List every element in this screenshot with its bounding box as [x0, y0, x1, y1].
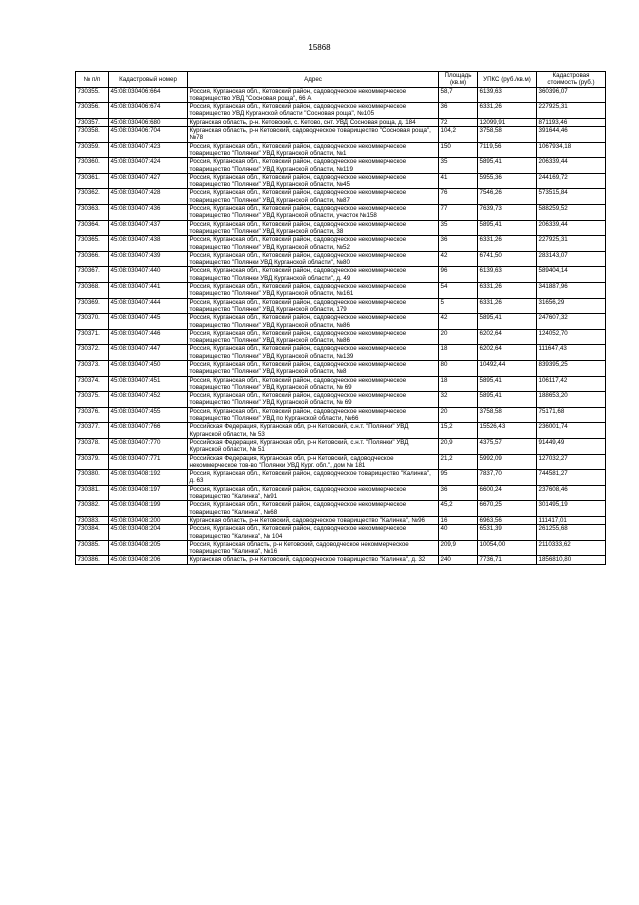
cell-cadastral-cost: 206339,44 — [537, 220, 606, 236]
cell-area: 32 — [439, 392, 478, 408]
cell-address: Россия, Курганская обл., Кетовский район, садоводческое некоммерческое товарищество "Полянки" УВД по Курганской области, №66 — [188, 407, 439, 423]
cell-area: 240 — [439, 556, 478, 564]
cell-cadastral-cost: 1067934,18 — [537, 142, 606, 158]
table-row — [76, 540, 606, 556]
header-address: Адрес — [188, 72, 439, 88]
cell-cadastral-cost: 588259,52 — [537, 205, 606, 221]
header-upks: УПКС (руб./кв.м) — [478, 72, 537, 88]
cell-address: Россия, Курганская обл., Кетовский район, садоводческое некоммерческое товарищество "Полянки" УВД Курганской области, №86 — [188, 329, 439, 345]
cell-area: 42 — [439, 314, 478, 330]
cell-upks: 5895,41 — [478, 220, 537, 236]
cell-cadastral-number: 45:08:030406:664 — [109, 87, 188, 103]
cell-cadastral-number: 45:08:030407:455 — [109, 407, 188, 423]
cell-area: 104,2 — [439, 127, 478, 143]
cell-cadastral-number: 45:08:030407:438 — [109, 236, 188, 252]
cell-cadastral-number: 45:08:030408:192 — [109, 470, 188, 486]
cell-cadastral-number: 45:08:030407:771 — [109, 454, 188, 470]
cell-cadastral-cost: 2110333,62 — [537, 540, 606, 556]
table-row — [76, 127, 606, 143]
table-row — [76, 392, 606, 408]
cell-row-number: 730376. — [76, 407, 109, 423]
cell-upks: 15526,43 — [478, 423, 537, 439]
cell-upks: 5992,09 — [478, 454, 537, 470]
header-number: № п/п — [76, 72, 109, 88]
cell-address: Российская Федерация, Курганская обл, р-н Кетовский, садоводческое некоммерческое тов-во "Полянки УВД Кург. обл.", дом № 181 — [188, 454, 439, 470]
cell-upks: 6331,26 — [478, 103, 537, 119]
cell-cadastral-cost: 1856810,80 — [537, 556, 606, 564]
table-row — [76, 103, 606, 119]
cell-cadastral-number: 45:08:030406:680 — [109, 118, 188, 126]
cell-upks: 7639,73 — [478, 205, 537, 221]
cell-upks: 7736,71 — [478, 556, 537, 564]
cell-cadastral-number: 45:08:030407:441 — [109, 283, 188, 299]
cell-area: 35 — [439, 220, 478, 236]
cell-address: Россия, Курганская обл., Кетовский район, садоводческое некоммерческое товарищество "Полянки" УВД Курганской области, № 69 — [188, 376, 439, 392]
cell-upks: 6741,50 — [478, 251, 537, 267]
cell-cadastral-number: 45:08:030407:445 — [109, 314, 188, 330]
cell-cadastral-cost: 227925,31 — [537, 236, 606, 252]
cell-address: Курганская область, р-н Кетовский, садоводческое товарищество "Сосновая роща", №78 — [188, 127, 439, 143]
table-body — [76, 87, 606, 564]
page-number: 15868 — [308, 43, 331, 52]
cell-address: Россия, Курганская обл., Кетовский район, садоводческое некоммерческое товарищество "Полянки УВД Курганской области", д. 49 — [188, 267, 439, 283]
table-row — [76, 158, 606, 174]
cell-upks: 5895,41 — [478, 376, 537, 392]
cell-cadastral-cost: 124052,70 — [537, 329, 606, 345]
table-row — [76, 501, 606, 517]
cell-cadastral-number: 45:08:030408:204 — [109, 525, 188, 541]
cell-area: 18 — [439, 345, 478, 361]
table-header-row — [76, 72, 606, 88]
cell-row-number: 730370. — [76, 314, 109, 330]
cell-row-number: 730369. — [76, 298, 109, 314]
cell-area: 45,2 — [439, 501, 478, 517]
cell-cadastral-number: 45:08:030407:452 — [109, 392, 188, 408]
cell-cadastral-cost: 91449,49 — [537, 438, 606, 454]
cell-address: Курганская область, р-н Кетовский, садоводческое товарищество "Калинка", д. 32 — [188, 556, 439, 564]
cell-area: 18 — [439, 376, 478, 392]
table-row — [76, 525, 606, 541]
cell-row-number: 730368. — [76, 283, 109, 299]
table-row — [76, 423, 606, 439]
cell-upks: 6202,64 — [478, 329, 537, 345]
cell-row-number: 730366. — [76, 251, 109, 267]
cell-cadastral-number: 45:08:030406:704 — [109, 127, 188, 143]
cell-upks: 5955,36 — [478, 173, 537, 189]
table-row — [76, 205, 606, 221]
table-row — [76, 87, 606, 103]
header-area: Площадь (кв.м) — [439, 72, 478, 88]
cell-area: 20,9 — [439, 438, 478, 454]
cell-upks: 5895,41 — [478, 158, 537, 174]
cell-upks: 5895,41 — [478, 314, 537, 330]
cell-address: Россия, Курганская обл., Кетовский район, садоводческое некоммерческое товарищество "Полянки" УВД Курганской области, №52 — [188, 236, 439, 252]
table-row — [76, 298, 606, 314]
cell-cadastral-number: 45:08:030408:200 — [109, 516, 188, 524]
cell-address: Россия, Курганская обл., Кетовский район, садоводческое некоммерческое товарищество "Полянки" УВД Курганской области, участок №158 — [188, 205, 439, 221]
cell-address: Курганская область, р-н. Кетовский, с. Кетово, снт. УВД Сосновая роща, д. 184 — [188, 118, 439, 126]
cell-address: Россия, Курганская обл., Кетовский район, садоводческое некоммерческое товарищество "Полянки" УВД Курганской области, №1 — [188, 142, 439, 158]
cell-upks: 6331,26 — [478, 236, 537, 252]
cell-area: 15,2 — [439, 423, 478, 439]
cell-upks: 5895,41 — [478, 392, 537, 408]
cell-upks: 6331,26 — [478, 298, 537, 314]
cell-upks: 6531,39 — [478, 525, 537, 541]
cell-cadastral-cost: 31656,29 — [537, 298, 606, 314]
cell-address: Россия, Курганская обл., Кетовский район, садоводческое некоммерческое товарищество "Калинка", №68 — [188, 501, 439, 517]
cell-cadastral-cost: 188653,20 — [537, 392, 606, 408]
cell-cadastral-number: 45:08:030407:423 — [109, 142, 188, 158]
cell-cadastral-number: 45:08:030407:428 — [109, 189, 188, 205]
cell-row-number: 730384. — [76, 525, 109, 541]
cell-row-number: 730367. — [76, 267, 109, 283]
cell-upks: 7546,26 — [478, 189, 537, 205]
cell-address: Россия, Курганская обл., Кетовский район, садоводческое некоммерческое товарищество "Полянки" УВД Курганской области, №87 — [188, 189, 439, 205]
cell-area: 42 — [439, 251, 478, 267]
cell-address: Россия, Курганская обл., Кетовский район, садоводческое некоммерческое товарищество "Полянки" УВД Курганской области, 179 — [188, 298, 439, 314]
cell-upks: 6600,24 — [478, 485, 537, 501]
cell-row-number: 730365. — [76, 236, 109, 252]
cell-cadastral-cost: 237608,46 — [537, 485, 606, 501]
cell-area: 77 — [439, 205, 478, 221]
cell-address: Россия, Курганская обл., Кетовский район, садоводческое товарищество "Калинка", д. 63 — [188, 470, 439, 486]
cell-address: Российская Федерация, Курганская обл, р-н Кетовский, с.н.т. "Полянки" УВД Курганской области, № 51 — [188, 438, 439, 454]
cell-upks: 6670,25 — [478, 501, 537, 517]
cell-cadastral-number: 45:08:030407:451 — [109, 376, 188, 392]
cell-address: Россия, Курганская обл., Кетовский район, садоводческое некоммерческое товарищество "Полянки" УВД Курганской области, №8 — [188, 360, 439, 376]
cell-area: 36 — [439, 103, 478, 119]
cell-row-number: 730377. — [76, 423, 109, 439]
cell-cadastral-cost: 247607,32 — [537, 314, 606, 330]
cell-cadastral-number: 45:08:030407:436 — [109, 205, 188, 221]
cell-row-number: 730381. — [76, 485, 109, 501]
cell-area: 72 — [439, 118, 478, 126]
cell-cadastral-cost: 127032,27 — [537, 454, 606, 470]
cell-row-number: 730359. — [76, 142, 109, 158]
cell-area: 58,7 — [439, 87, 478, 103]
cell-cadastral-number: 45:08:030407:450 — [109, 360, 188, 376]
cell-upks: 7119,56 — [478, 142, 537, 158]
cell-area: 80 — [439, 360, 478, 376]
cell-row-number: 730378. — [76, 438, 109, 454]
table-row — [76, 454, 606, 470]
table-row — [76, 251, 606, 267]
cell-upks: 3758,58 — [478, 407, 537, 423]
cell-address: Россия, Курганская обл., Кетовский район, садоводческое некоммерческое товарищество "Полянки" УВД Курганской области, №45 — [188, 173, 439, 189]
cell-area: 20 — [439, 407, 478, 423]
table-row — [76, 516, 606, 524]
cell-area: 36 — [439, 236, 478, 252]
table-row — [76, 220, 606, 236]
cell-cadastral-cost: 744581,27 — [537, 470, 606, 486]
cell-row-number: 730380. — [76, 470, 109, 486]
cell-upks: 10492,44 — [478, 360, 537, 376]
cell-cadastral-number: 45:08:030407:446 — [109, 329, 188, 345]
cell-cadastral-number: 45:08:030407:770 — [109, 438, 188, 454]
table-row — [76, 142, 606, 158]
cell-area: 41 — [439, 173, 478, 189]
cell-row-number: 730371. — [76, 329, 109, 345]
cell-row-number: 730356. — [76, 103, 109, 119]
cell-cadastral-number: 45:08:030406:674 — [109, 103, 188, 119]
table-row — [76, 376, 606, 392]
cell-cadastral-cost: 206339,44 — [537, 158, 606, 174]
cell-cadastral-cost: 839395,25 — [537, 360, 606, 376]
cell-area: 36 — [439, 485, 478, 501]
cell-cadastral-cost: 75171,68 — [537, 407, 606, 423]
cell-cadastral-number: 45:08:030407:766 — [109, 423, 188, 439]
cell-cadastral-cost: 244169,72 — [537, 173, 606, 189]
cell-area: 20 — [439, 329, 478, 345]
cell-upks: 6139,63 — [478, 267, 537, 283]
cell-cadastral-number: 45:08:030408:206 — [109, 556, 188, 564]
table-row — [76, 314, 606, 330]
cell-address: Россия, Курганская обл., Кетовский район, садоводческое некоммерческое товарищество "Калинка", № 104 — [188, 525, 439, 541]
cell-address: Россия, Курганская обл., Кетовский район, садоводческое некоммерческое товарищество "Полянки" УВД Курганской области, №86 — [188, 314, 439, 330]
cell-cadastral-cost: 261255,68 — [537, 525, 606, 541]
table-row — [76, 118, 606, 126]
cell-row-number: 730379. — [76, 454, 109, 470]
cell-upks: 3758,58 — [478, 127, 537, 143]
cell-area: 35 — [439, 158, 478, 174]
cell-area: 54 — [439, 283, 478, 299]
cell-address: Россия, Курганская обл., Кетовский район, садоводческое некоммерческое товарищество "Калинка", №91 — [188, 485, 439, 501]
cell-cadastral-cost: 341887,96 — [537, 283, 606, 299]
cell-upks: 4375,57 — [478, 438, 537, 454]
table-row — [76, 267, 606, 283]
cell-address: Россия, Курганская обл., Кетовский район, садоводческое некоммерческое товарищество УВД Курганской области "Сосновая роща", №105 — [188, 103, 439, 119]
cell-cadastral-number: 45:08:030408:199 — [109, 501, 188, 517]
table-row — [76, 438, 606, 454]
cell-cadastral-cost: 227925,31 — [537, 103, 606, 119]
cell-upks: 6202,64 — [478, 345, 537, 361]
cell-address: Россия, Курганская область, р-н Кетовский, садоводческое некоммерческое товарищество "Калинка", №16 — [188, 540, 439, 556]
cell-cadastral-cost: 589404,14 — [537, 267, 606, 283]
cell-address: Россия, Курганская обл., Кетовский район, садоводческое некоммерческое товарищество "Полянки" УВД Курганской области, №161 — [188, 283, 439, 299]
cell-area: 5 — [439, 298, 478, 314]
table-row — [76, 485, 606, 501]
cell-cadastral-cost: 111417,01 — [537, 516, 606, 524]
cell-area: 150 — [439, 142, 478, 158]
cell-cadastral-number: 45:08:030408:205 — [109, 540, 188, 556]
cell-row-number: 730355. — [76, 87, 109, 103]
cell-cadastral-cost: 391644,46 — [537, 127, 606, 143]
cell-area: 95 — [439, 470, 478, 486]
table-row — [76, 236, 606, 252]
cell-upks: 6963,56 — [478, 516, 537, 524]
cell-cadastral-cost: 301495,19 — [537, 501, 606, 517]
cell-row-number: 730375. — [76, 392, 109, 408]
table-row — [76, 173, 606, 189]
cell-cadastral-number: 45:08:030407:424 — [109, 158, 188, 174]
table-row — [76, 329, 606, 345]
cell-upks: 12099,91 — [478, 118, 537, 126]
table-row — [76, 556, 606, 564]
header-cadastral-number: Кадастровый номер — [109, 72, 188, 88]
table-row — [76, 189, 606, 205]
cell-area: 40 — [439, 525, 478, 541]
cell-area: 96 — [439, 267, 478, 283]
cell-row-number: 730363. — [76, 205, 109, 221]
cell-row-number: 730374. — [76, 376, 109, 392]
cell-row-number: 730385. — [76, 540, 109, 556]
cell-row-number: 730361. — [76, 173, 109, 189]
cell-address: Россия, Курганская обл., Кетовский район, садоводческое некоммерческое товарищество "Полянки" УВД Курганской области, №139 — [188, 345, 439, 361]
cell-cadastral-number: 45:08:030407:437 — [109, 220, 188, 236]
cell-area: 76 — [439, 189, 478, 205]
cell-cadastral-number: 45:08:030407:444 — [109, 298, 188, 314]
cell-cadastral-number: 45:08:030407:440 — [109, 267, 188, 283]
cell-row-number: 730383. — [76, 516, 109, 524]
cell-address: Россия, Курганская обл., Кетовский район, садоводческое некоммерческое товарищество "Полянки" УВД Курганской области, №119 — [188, 158, 439, 174]
cell-address: Россия, Курганская обл., Кетовский район, садоводческое некоммерческое товарищество УВД "Сосновая роща", 66 А — [188, 87, 439, 103]
cell-cadastral-cost: 573515,84 — [537, 189, 606, 205]
cell-cadastral-number: 45:08:030407:447 — [109, 345, 188, 361]
cell-address: Россия, Курганская обл., Кетовский район, садоводческое некоммерческое товарищество "Полянки УВД Курганской области", №80 — [188, 251, 439, 267]
cell-upks: 7837,70 — [478, 470, 537, 486]
cell-address: Курганская область, р-н Кетовский, садоводческое товарищество "Калинка", №96 — [188, 516, 439, 524]
cell-area: 209,9 — [439, 540, 478, 556]
cell-address: Россия, Курганская обл., Кетовский район, садоводческое некоммерческое товарищество "Полянки" УВД Курганской области, № 69 — [188, 392, 439, 408]
cell-cadastral-cost: 111647,43 — [537, 345, 606, 361]
cell-upks: 6139,63 — [478, 87, 537, 103]
cell-row-number: 730364. — [76, 220, 109, 236]
cell-row-number: 730360. — [76, 158, 109, 174]
cell-row-number: 730373. — [76, 360, 109, 376]
cell-cadastral-cost: 283143,07 — [537, 251, 606, 267]
cell-row-number: 730362. — [76, 189, 109, 205]
cell-cadastral-cost: 106117,42 — [537, 376, 606, 392]
cadastral-value-table — [75, 71, 606, 565]
header-cadastral-cost: Кадастровая стоимость (руб.) — [537, 72, 606, 88]
table-row — [76, 470, 606, 486]
cell-area: 21,2 — [439, 454, 478, 470]
cell-area: 16 — [439, 516, 478, 524]
cell-row-number: 730357. — [76, 118, 109, 126]
cell-row-number: 730372. — [76, 345, 109, 361]
table-row — [76, 283, 606, 299]
cell-cadastral-number: 45:08:030408:197 — [109, 485, 188, 501]
cell-upks: 10054,00 — [478, 540, 537, 556]
cell-address: Россия, Курганская обл., Кетовский район, садоводческое некоммерческое товарищество "Полянки" УВД Курганской области, 38 — [188, 220, 439, 236]
cell-row-number: 730358. — [76, 127, 109, 143]
table-row — [76, 360, 606, 376]
table-row — [76, 345, 606, 361]
cell-upks: 6331,26 — [478, 283, 537, 299]
cell-cadastral-cost: 236001,74 — [537, 423, 606, 439]
cell-address: Российская Федерация, Курганская обл, р-н Кетовский, с.н.т. "Полянки" УВД Курганской области, № 53 — [188, 423, 439, 439]
cell-cadastral-cost: 360396,07 — [537, 87, 606, 103]
cell-cadastral-number: 45:08:030407:427 — [109, 173, 188, 189]
table-row — [76, 407, 606, 423]
cell-row-number: 730386. — [76, 556, 109, 564]
cell-row-number: 730382. — [76, 501, 109, 517]
cell-cadastral-number: 45:08:030407:439 — [109, 251, 188, 267]
cell-cadastral-cost: 871193,46 — [537, 118, 606, 126]
